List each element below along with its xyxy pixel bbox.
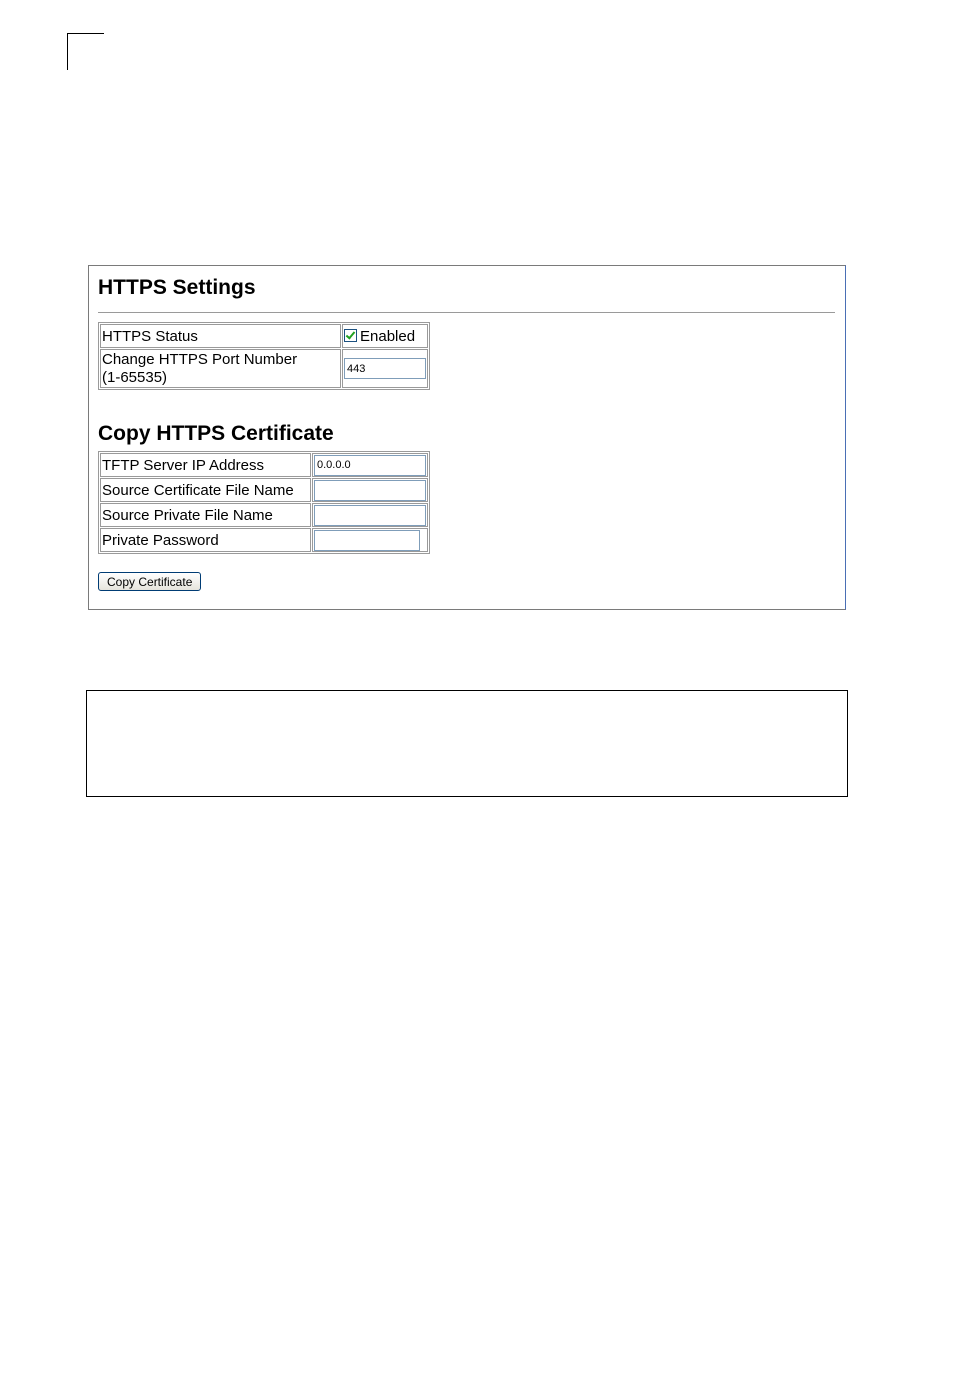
https-status-label: HTTPS Status (100, 324, 341, 348)
source-cert-row (100, 478, 428, 502)
https-settings-table (98, 322, 430, 390)
source-private-cell (312, 503, 428, 527)
source-private-input[interactable] (314, 505, 426, 526)
https-settings-title: HTTPS Settings (98, 276, 256, 299)
title-divider (98, 312, 835, 313)
tftp-server-input[interactable] (314, 455, 426, 476)
https-port-label (100, 349, 341, 388)
private-password-input[interactable] (314, 530, 420, 551)
https-port-input[interactable] (344, 358, 426, 379)
https-port-cell (342, 349, 428, 388)
https-port-label-line1: Change HTTPS Port Number (102, 350, 298, 368)
tftp-server-label: TFTP Server IP Address (100, 453, 311, 477)
https-status-value: Enabled (360, 327, 416, 345)
private-password-row (100, 528, 428, 552)
https-port-row (100, 349, 428, 388)
source-cert-input[interactable] (314, 480, 426, 501)
https-settings-panel (88, 265, 846, 610)
tftp-server-cell (312, 453, 428, 477)
note-box (86, 690, 848, 797)
source-cert-label: Source Certificate File Name (100, 478, 311, 502)
page-corner-mark (67, 33, 104, 70)
tftp-server-row (100, 453, 428, 477)
https-status-checkbox[interactable] (344, 329, 357, 342)
https-status-row (100, 324, 428, 348)
https-status-cell (342, 324, 428, 348)
copy-certificate-button[interactable]: Copy Certificate (98, 572, 201, 591)
source-private-row (100, 503, 428, 527)
copy-certificate-table (98, 451, 430, 554)
source-private-label: Source Private File Name (100, 503, 311, 527)
private-password-label: Private Password (100, 528, 311, 552)
https-port-label-line2: (1-65535) (102, 368, 168, 386)
source-cert-cell (312, 478, 428, 502)
private-password-cell (312, 528, 428, 552)
copy-certificate-title: Copy HTTPS Certificate (98, 422, 334, 445)
